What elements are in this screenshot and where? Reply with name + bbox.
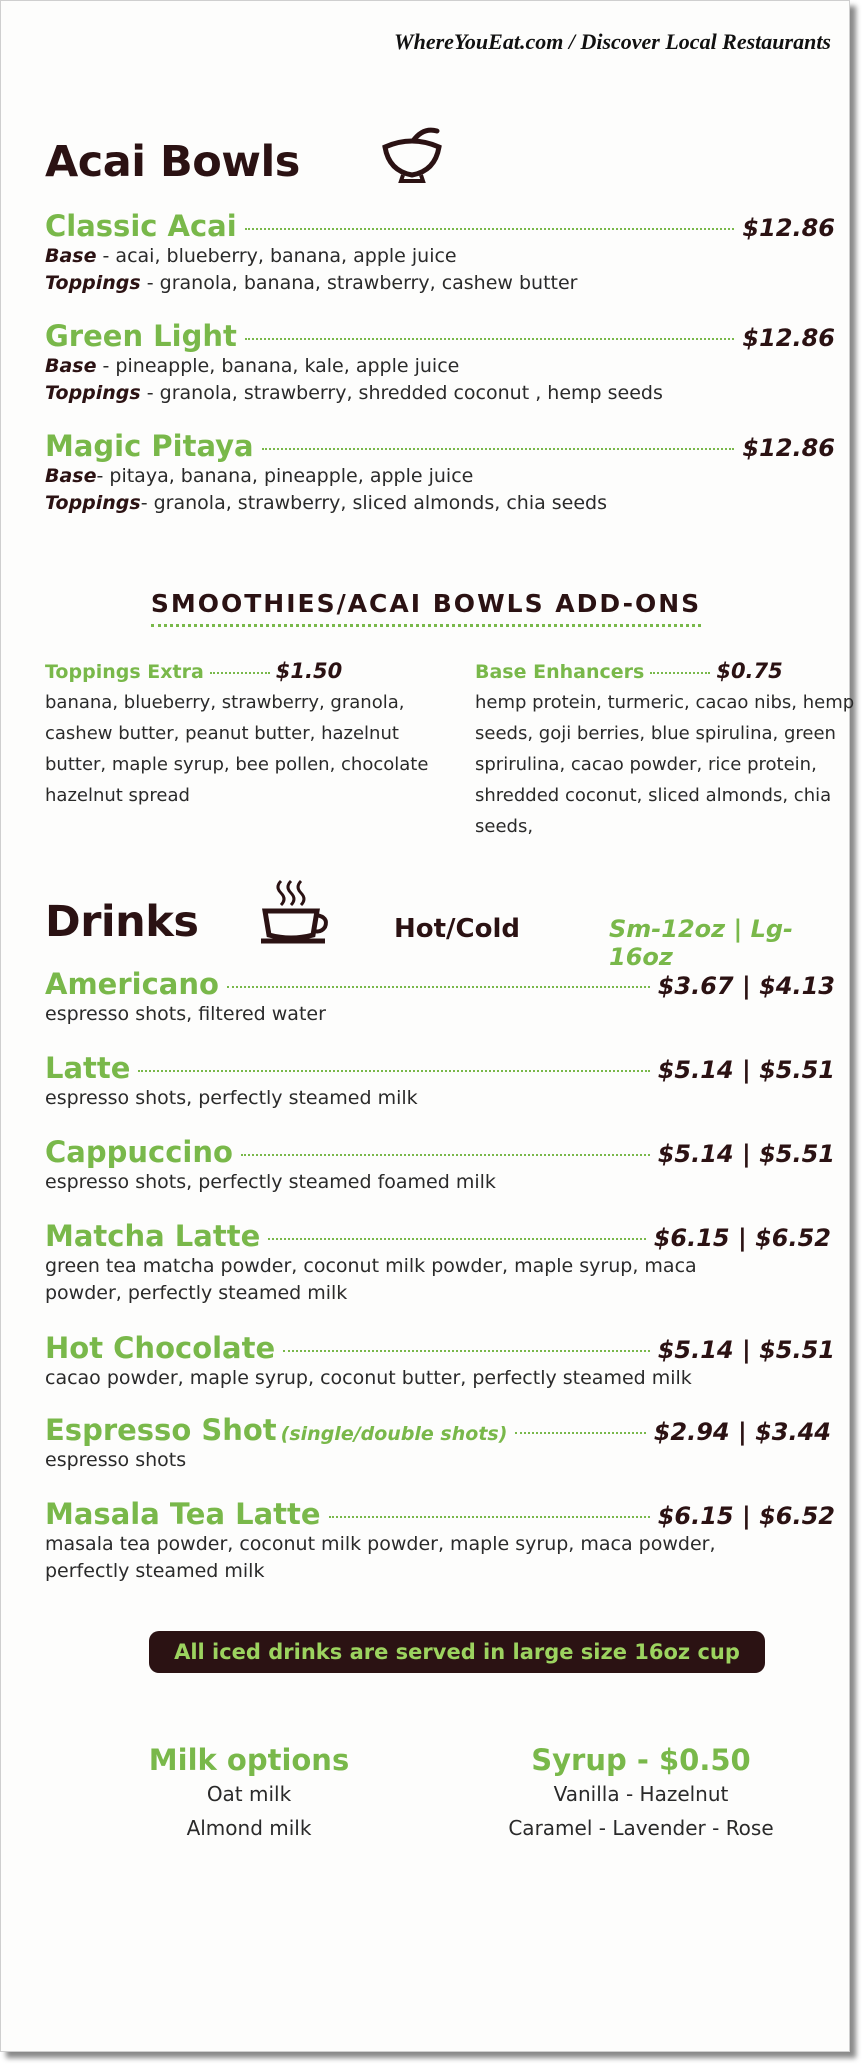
item-name: Americano — [45, 967, 219, 1001]
item-desc: green tea matcha powder, coconut milk powder, maple syrup, maca powder, perfectly steamed milk — [45, 1255, 697, 1304]
menu-item-masala-tea-latte — [45, 1497, 835, 1585]
item-base: Base - acai, blueberry, banana, apple juice — [45, 245, 457, 267]
menu-item-green-light — [45, 319, 835, 407]
addon-list: banana, blueberry, strawberry, granola, cashew butter, peanut butter, hazelnut butter, maple syrup, bee pollen, chocolate hazelnut spread — [45, 692, 429, 806]
bowl-icon — [379, 125, 445, 183]
dot-leader — [245, 338, 735, 340]
milk-options — [79, 1743, 419, 1845]
item-toppings: Toppings - granola, banana, strawberry, cashew butter — [45, 272, 578, 294]
menu-item-magic-pitaya — [45, 429, 835, 517]
addon-price: $1.50 — [275, 659, 343, 683]
size-label: Sm-12oz | Lg-16oz — [609, 915, 794, 971]
item-name: Latte — [45, 1051, 131, 1085]
item-desc: masala tea powder, coconut milk powder, maple syrup, maca powder, perfectly steamed milk — [45, 1533, 716, 1582]
addon-price: $0.75 — [716, 659, 783, 683]
menu-item-espresso-shot — [45, 1413, 831, 1474]
syrup-option: Caramel - Lavender - Rose — [508, 1816, 774, 1840]
item-price: $6.15 | $6.52 — [653, 1224, 831, 1252]
addon-name: Toppings Extra — [45, 661, 204, 683]
syrup-option: Vanilla - Hazelnut — [553, 1782, 729, 1806]
dot-leader — [210, 672, 270, 674]
menu-item-latte — [45, 1051, 835, 1112]
menu-item-americano — [45, 967, 835, 1028]
item-name: Classic Acai — [45, 209, 237, 243]
item-name: Cappuccino — [45, 1135, 233, 1169]
item-name: Masala Tea Latte — [45, 1497, 321, 1531]
dot-leader — [329, 1516, 650, 1518]
dot-leader — [245, 228, 735, 230]
base-enhancers — [475, 659, 862, 842]
item-desc: cacao powder, maple syrup, coconut butter, perfectly steamed milk — [45, 1367, 692, 1389]
hot-cold-label: Hot/Cold — [394, 914, 521, 944]
dot-leader — [268, 1238, 645, 1240]
dot-leader — [262, 448, 735, 450]
item-price: $5.14 | $5.51 — [657, 1336, 835, 1364]
dot-leader — [515, 1432, 645, 1434]
menu-item-matcha-latte — [45, 1219, 831, 1307]
item-desc: espresso shots, perfectly steamed milk — [45, 1087, 418, 1109]
acai-section-title: Acai Bowls — [45, 137, 300, 187]
item-price: $2.94 | $3.44 — [653, 1418, 831, 1446]
item-price: $5.14 | $5.51 — [657, 1056, 835, 1084]
addons-title: SMOOTHIES/ACAI BOWLS ADD-ONS — [1, 589, 851, 618]
item-price: $5.14 | $5.51 — [657, 1140, 835, 1168]
milk-option: Oat milk — [206, 1782, 292, 1806]
item-price: $12.86 — [742, 324, 835, 352]
item-price: $3.67 | $4.13 — [657, 972, 835, 1000]
item-desc: espresso shots, filtered water — [45, 1003, 326, 1025]
addon-name: Base Enhancers — [475, 661, 645, 683]
item-base: Base- pitaya, banana, pineapple, apple juice — [45, 465, 474, 487]
menu-item-classic-acai — [45, 209, 835, 297]
syrup-title: Syrup - $0.50 — [531, 1743, 751, 1777]
dot-leader — [650, 672, 710, 674]
iced-drinks-banner: All iced drinks are served in large size 16oz cup — [149, 1631, 765, 1673]
item-name: Hot Chocolate — [45, 1331, 276, 1365]
menu-item-hot-chocolate — [45, 1331, 835, 1392]
toppings-extra — [45, 659, 435, 811]
item-toppings: Toppings- granola, strawberry, sliced almonds, chia seeds — [45, 492, 608, 514]
item-price: $12.86 — [742, 214, 835, 242]
item-price: $6.15 | $6.52 — [657, 1502, 835, 1530]
item-name: Magic Pitaya — [45, 429, 254, 463]
menu-item-cappuccino — [45, 1135, 835, 1196]
dot-leader — [241, 1154, 650, 1156]
dot-leader — [283, 1350, 650, 1352]
item-base: Base - pineapple, banana, kale, apple juice — [45, 355, 460, 377]
coffee-cup-icon — [259, 877, 331, 945]
drinks-section-title: Drinks — [45, 897, 199, 947]
addon-list: hemp protein, turmeric, cacao nibs, hemp seeds, goji berries, blue spirulina, green sprirulina, cacao powder, rice protein, shredded coconut, sliced almonds, chia seeds, — [475, 692, 855, 837]
dot-leader — [227, 986, 650, 988]
item-name: Espresso Shot — [45, 1413, 277, 1447]
milk-options-title: Milk options — [148, 1743, 350, 1777]
item-desc: espresso shots — [45, 1449, 187, 1471]
syrup-options — [451, 1743, 831, 1845]
item-desc: espresso shots, perfectly steamed foamed milk — [45, 1171, 496, 1193]
item-note: (single/double shots) — [280, 1423, 508, 1445]
item-name: Green Light — [45, 319, 237, 353]
item-toppings: Toppings - granola, strawberry, shredded coconut , hemp seeds — [45, 382, 663, 404]
milk-option: Almond milk — [186, 1816, 312, 1840]
item-price: $12.86 — [742, 434, 835, 462]
dot-leader — [138, 1070, 649, 1072]
item-name: Matcha Latte — [45, 1219, 261, 1253]
site-brand[interactable]: WhereYouEat.com / Discover Local Restaurants — [394, 29, 831, 54]
